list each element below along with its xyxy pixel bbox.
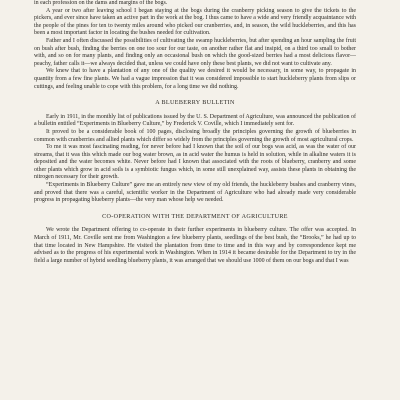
section-blueberry-bulletin: [34, 114, 356, 205]
section-cooperation: [34, 227, 356, 265]
section-opening: [34, 0, 356, 91]
document-body: [34, 0, 356, 265]
paragraph: Father and I often discussed the possibilities of cultivating the swamp huckleberries, but after spending an hour sampling the fruit on bush after bush, finding the berries on one too sour for our taste, on another rather flat and insipid, on a third too small to bother with, and so on for many plants, and finding only an occasional bush on which the good-sized berries had a most delicious flavor—peachy, father calls it—we always decided that, unless we could have only these best plants, we did not want to cultivate any.: [34, 37, 356, 67]
paragraph: “Experiments in Blueberry Culture” gave me an entirely new view of my old friends, the huckleberry bushes and cranberry vines, and proved that there was a careful, scientific worker in the Department of Agriculture who had already made very considerable progress in propagating blueberry plants—the very man whose help we needed.: [34, 182, 356, 204]
paragraph: We knew that to have a plantation of any one of the quality we desired it would be necessary, in some way, to propagate in quantity from a few fine plants. We had a vague impression that it was considered impossible to start huckleberry plants from slips or cuttings, and feeling unable to cope with this problem, for a long time we did nothing.: [34, 68, 356, 90]
paragraph: To me it was most fascinating reading, for never before had I known that the soil of our bogs was acid, as was the water of our streams, that it was this which made our bog water brown, as in acid water the humus is held in solution, while in alkaline waters it is deposited and the water becomes white. Never before had I known that associated with the roots of blueberry, cranberry and some other plants which grow in acid soils is a symbiotic fungus which, in some still unexplained way, assists these plants in obtaining the nitrogen necessary for their growth.: [34, 144, 356, 181]
section-heading-blueberry-bulletin: A BLUEBERRY BULLETIN: [155, 100, 235, 107]
paragraph: in each profession on the dams and margins of the bogs.: [34, 0, 168, 6]
paragraph: We wrote the Department offering to co-operate in their further experiments in blueberry culture. The offer was accepted. In March of 1911, Mr. Coville sent me from Washington a few blueberry plants, seedlings of the best bush, the “Brooks,” he had up to that time located in New Hampshire. He visited the plantation from time to time and in this way and by correspondence kept me advised as to the progress of his experimental work in Washington. When in 1914 it became desirable for the Department to try in the field a large number of hybrid seedling blueberry plants, it was arranged that we should use 1000 of them on our bogs and that I was: [34, 227, 356, 264]
paragraph: Early in 1911, in the monthly list of publications issued by the U. S. Department of Agriculture, was announced the publication of a bulletin entitled “Experiments in Blueberry Culture,” by Frederick V. Coville, which I immediately sent for.: [34, 113, 356, 128]
section-heading-cooperation: CO-OPERATION WITH THE DEPARTMENT OF AGRICULTURE: [102, 213, 288, 220]
paragraph: A year or two after leaving school I began staying at the bogs during the cranberry picking season to give the tickets to the pickers, and ever since have taken an active part in the work at the bog. I thus came to have a wide and very friendly acquaintance with the people of the pines for ten to twenty miles around who picked our cranberries, and, in season, the wild huckleberries, and this has been a most important factor in locating the bushes needed for cultivation.: [34, 7, 356, 37]
paragraph: It proved to be a considerable book of 100 pages, disclosing broadly the principles governing the growth of blueberries in common with cranberries and allied plants which differ so widely from the principles governing the growth of most agricultural crops.: [34, 128, 356, 143]
